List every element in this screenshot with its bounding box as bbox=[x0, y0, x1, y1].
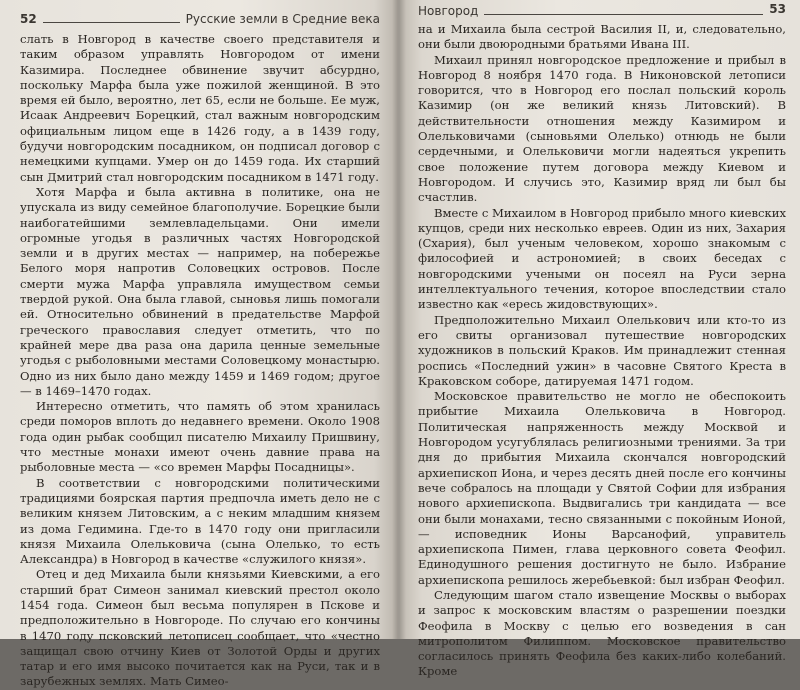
paragraph: Интересно отметить, что память об этом хранилась среди поморов вплоть до недавнего времени. Около 1908 года один рыбак сообщил писателю Михаилу Пришвину, что местные монахи имеют очень давние права на рыболовные места — «со времен Марфы Посадницы». bbox=[20, 399, 380, 475]
left-page-header bbox=[20, 12, 380, 26]
paragraph: Михаил принял новгородское предложение и прибыл в Новгород 8 ноября 1470 года. В Никоновской летописи говорится, что в Новгород его послал польский король Казимир (он же великий князь Литовский). В действительности отношения между Казимиром и Олельковичами (сыновьями Олелько) отнюдь не были сердечными, и Олельковичи могли надеяться укрепить свое положение путем договора между Киевом и Новгородом. И случись это, Казимир вряд ли был бы счастлив. bbox=[418, 52, 786, 205]
book-gutter bbox=[392, 0, 406, 639]
running-head: Новгород bbox=[418, 4, 479, 18]
paragraph: слать в Новгород в качестве своего представителя и таким образом управлять Новгородом от имени Казимира. Последнее обвинение звучит абсурдно, поскольку Марфа была уже пожилой женщиной. В это время ей было, вероятно, лет 65, если не больше. Ее муж, Исаак Андреевич Борецкий, стал важным новгородским официальным лицом еще в 1426 году, а в 1439 году, будучи новгородским посадником, он подписал договор с немецкими купцами. Умер он до 1459 года. Их старший сын Дмитрий стал новгородским посадником в 1471 году. bbox=[20, 32, 380, 184]
paragraph: Следующим шагом стало извещение Москвы о выборах и запрос к московским властям о разрешении поездки Феофила в Москву с целью его возведения в сан митрополитом Филиппом. Московское правительство согласилось принять Феофила без каких-либо колебаний. Кроме bbox=[418, 587, 786, 679]
header-rule bbox=[43, 22, 180, 23]
right-page bbox=[398, 0, 800, 679]
left-page bbox=[0, 0, 398, 689]
running-head: Русские земли в Средние века bbox=[185, 12, 380, 26]
paragraph: на и Михаила была сестрой Василия II, и, следовательно, они были двоюродными братьями Ивана III. bbox=[418, 22, 786, 52]
paragraph: Отец и дед Михаила были князьями Киевскими, а его старший брат Симеон занимал киевский престол около 1454 года. Симеон был весьма популярен в Пскове и предположительно в Новгороде. По случаю его кончины в 1470 году псковский летописец сообщает, что «честно защищал свою отчину Киев от Золотой Орды и других татар и его имя высоко почитается как на Руси, так и в зарубежных землях. Мать Симео- bbox=[20, 567, 380, 689]
page-number: 52 bbox=[20, 12, 37, 26]
paragraph: Предположительно Михаил Олелькович или кто-то из его свиты организовал путешествие новгородских художников в польский Краков. Им принадлежит стенная роспись «Последний ужин» в часовне Святого Креста в Краковском соборе, датируемая 1471 годом. bbox=[418, 312, 786, 388]
paragraph: В соответствии с новгородскими политическими традициями боярская партия предпочла иметь дело не с великим князем Литовским, а с неким младшим князем из дома Гедимина. Где-то в 1470 году они пригласили князя Михаила Олельковича (сына Олелько, то есть Александра) в Новгород в качестве «служилого князя». bbox=[20, 475, 380, 567]
paragraph: Хотя Марфа и была активна в политике, она не упускала из виду семейное благополучие. Борецкие были наибогатейшими землевладельцами. Они имели огромные угодья в различных частях Новгородской земли и в других местах — например, на побережье Белого моря напротив Соловецких островов. После смерти мужа Марфа управляла имуществом семьи твердой рукой. Она была главой, сыновья лишь помогали ей. Относительно обвинений в предательстве Марфой греческого православия следует отметить, что по крайней мере два раза она дарила ценные земельные угодья с рыболовными местами Соловецкому монастырю. Одно из них было дано между 1459 и 1469 годом; другое — в 1469–1470 годах. bbox=[20, 184, 380, 398]
right-page-header bbox=[418, 4, 786, 18]
paragraph: Московское правительство не могло не обеспокоить прибытие Михаила Олельковича в Новгород. Политическая напряженность между Москвой и Новгородом усугублялась религиозными трениями. За три дня до прибытия Михаила скончался новгородский архиепископ Иона, и через десять дней после его кончины вече собралось на площади у Святой Софии для избрания нового архиепископа. Выдвигались три кандидата — все они были монахами, тесно связанными с покойным Ионой, — исповедник Ионы Варсанофий, управитель архиепископа Пимен, глава церковного совета Феофил. Единодушного решения достигнуто не было. Избрание архиепископа решилось жеребьевкой: был избран Феофил. bbox=[418, 389, 786, 587]
paragraph: Вместе с Михаилом в Новгород прибыло много киевских купцов, среди них несколько евреев. Один из них, Захария (Схария), был ученым человеком, хорошо знакомым с философией и астрономией; в своих беседах с новгородскими учеными он посеял на Руси зерна интеллектуального течения, которое впоследствии стало известно как «ересь жидовствующих». bbox=[418, 205, 786, 312]
header-rule bbox=[484, 14, 763, 15]
page-number: 53 bbox=[769, 2, 786, 16]
